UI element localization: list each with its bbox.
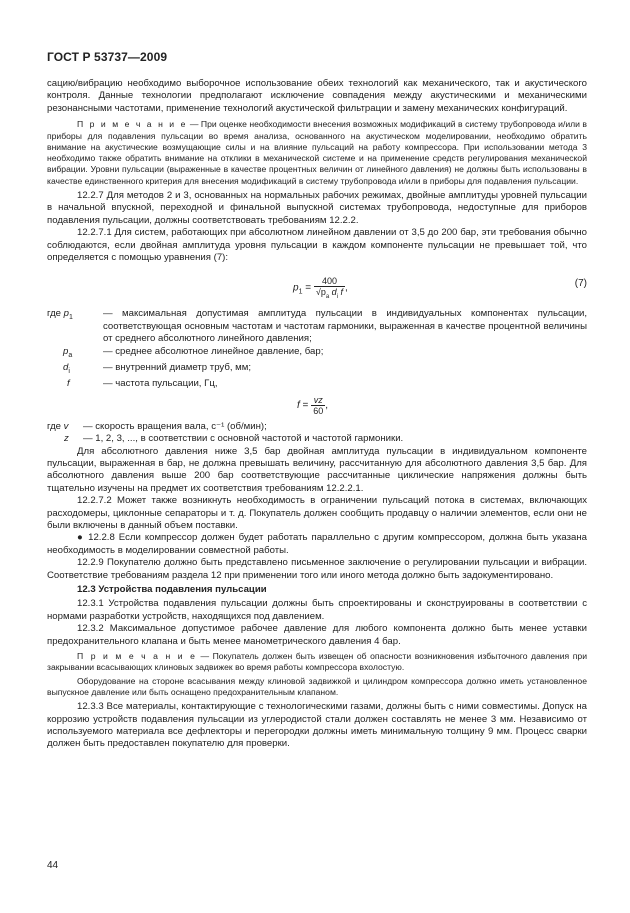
note-2 bbox=[47, 651, 587, 674]
paragraph-12-2-9: 12.2.9 Покупателю должно быть представлено письменное заключение о регулировании пульсации и вибрации. Соответствие требованиям раздела 12 при применении того или иного метода должно быть задокументировано. bbox=[47, 557, 587, 581]
eq-lhs: p bbox=[293, 282, 299, 294]
definition-row: $d_i$ — внутренний диаметр труб, мм; bbox=[63, 361, 252, 375]
paragraph-continuation: сацию/вибрацию необходимо выборочное использование обеих технологий как механического, так и акустического контроля. Данные технологии предполагают исключение совпадения между акустическими и механическими резонансными частотами, применение технологий акустической фильтрации и замену механических конфигураций. bbox=[47, 78, 587, 114]
paragraph-12-2-7: 12.2.7 Для методов 2 и 3, основанных на нормальных рабочих режимах, двойные амплитуды уровней пульсации в начальной впускной, переходной и финальной выпускной системах трубопровода, недоступные для приборов подавления пульсации, должны соответствовать требованиям 12.2.2. bbox=[47, 190, 587, 226]
note-label: П р и м е ч а н и е bbox=[77, 651, 197, 661]
paragraph-12-2-8: ● 12.2.8 Если компрессор должен будет работать параллельно с другим компрессором, должна быть указана необходимость в моделировании совместной работы. bbox=[47, 532, 587, 556]
eqf-lhs: f bbox=[297, 399, 300, 411]
note-2-continuation: Оборудование на стороне всасывания между клиновой задвижкой и цилиндром компрессора должно иметь установленное выпускное давление или быть оснащено предохранительным клапаном. bbox=[47, 675, 587, 697]
section-heading-12-3: 12.3 Устройства подавления пульсации bbox=[77, 583, 267, 595]
definitions-2 bbox=[47, 421, 587, 446]
definition-row: f — частота пульсации, Гц, bbox=[67, 378, 218, 390]
eq-sign: = bbox=[302, 282, 314, 294]
definition-row: где $p_1$ — максимальная допустимая амплитуда пульсации в индивидуальных компонентах пульсации, соответствующая основным частотам и частотам гармоники, выраженная в качестве процентной величины от среднего абсолютного линейного давления; bbox=[47, 308, 587, 345]
paragraph-abs-pressure: Для абсолютного давления ниже 3,5 бар двойная амплитуда пульсации в индивидуальном компоненте пульсации, выраженная в бар, не должна превышать величину, рассчитанную для абсолютного давления 3,5 бар. Для абсолютного давления выше 200 бар соответствующие рассчитанные циклические напряжения должны быть тщательно изучены на предмет их соответствия требованиям 12.2.2.1. bbox=[47, 445, 587, 494]
eqf-fraction: $\frac{vz}{60}$ bbox=[313, 394, 324, 416]
paragraph-12-2-7-2: 12.2.7.2 Может также возникнуть необходимость в ограничении пульсаций потока в системах, включающих расходомеры, циклонные сепараторы и т. д. Покупатель должен сообщить продавцу о наличии элементов, если они не были включены в данный объем поставки. bbox=[47, 495, 587, 531]
paragraph-12-3-2: 12.3.2 Максимальное допустимое рабочее давление для любого компонента должно быть менее уставки предохранительного клапана и быть менее манометрического давления 4 бар. bbox=[47, 623, 587, 647]
paragraph-12-3-3: 12.3.3 Все материалы, контактирующие с технологическими газами, должны быть с ними совместимы. Допуск на коррозию устройств подавления пульсации из углеродистой стали должен составлять не менее 3 мм. Независимо от используемого материала все дефлекторы и перегородки должны иметь минимальную толщину 9 мм. Процесс сварки должен быть предоставлен покупателю для проверки. bbox=[47, 701, 587, 750]
document-header: ГОСТ Р 53737—2009 bbox=[47, 50, 168, 64]
equation-number: (7) bbox=[574, 278, 587, 290]
eq-numerator: 400 bbox=[314, 276, 345, 287]
paragraph-12-2-7-1: 12.2.7.1 Для систем, работающих при абсолютном линейном давлении от 3,5 до 200 бар, эти требования обычно соблюдаются, если двойная амплитуда уровня пульсации в каждом компоненте пульсации не превышает той, что определяется с помощью уравнения (7): bbox=[47, 227, 587, 264]
eq-fraction bbox=[314, 276, 345, 300]
page-body bbox=[47, 78, 587, 751]
definition-row: $p_a$ — среднее абсолютное линейное давление, бар; bbox=[63, 345, 324, 359]
eq-denominator: $√p_a$ $d_i$ f bbox=[315, 287, 344, 301]
definitions-1 bbox=[47, 308, 587, 390]
note-1 bbox=[47, 119, 587, 187]
definition-row: где v — скорость вращения вала, с⁻¹ (об/мин); bbox=[47, 420, 267, 432]
definition-row: z — 1, 2, 3, ..., в соответствии с основной частотой и частотой гармоники. bbox=[64, 433, 404, 445]
note-text: — Покупатель должен быть извещен об опасности возникновения избыточного давления при закрывании всасывающих клиновых задвижек во время работы компрессора вхолостую. bbox=[47, 651, 587, 673]
equation-7: $p_1$ = $\frac{400}{√p_a d_i f}$ , (7) bbox=[293, 276, 587, 301]
note-label: П р и м е ч а н и е bbox=[77, 119, 188, 130]
eq-lhs-sub: 1 bbox=[298, 288, 303, 296]
paragraph-12-3-1: 12.3.1 Устройства подавления пульсации должны быть спроектированы и сконструированы в соответствии с нормами разработки устройств, находящихся под давлением. bbox=[47, 598, 587, 622]
page-number: 44 bbox=[47, 860, 59, 871]
equation-frequency: f = $\frac{vz}{60}$ , bbox=[297, 394, 328, 416]
note-text: — При оценке необходимости внесения возможных модификаций в систему трубопровода и/или в приборы для подавления пульсации во время анализа, основанного на акустическом моделировании, необходимо обратить внимание на акустические возмущающие силы и на влияние пульсаций на работу компрессора. При использовании метода 3 необходимо также обратить внимание на отклики в механической системе и на применение средств регулирования механической вибрации. Уровни пульсации (выраженные в качестве процентных величин от линейного давления) не должны быть использованы в качестве единственного критерия для внесения модификаций в систему трубопровода и/или в приборы для подавления пульсации. bbox=[47, 119, 587, 186]
